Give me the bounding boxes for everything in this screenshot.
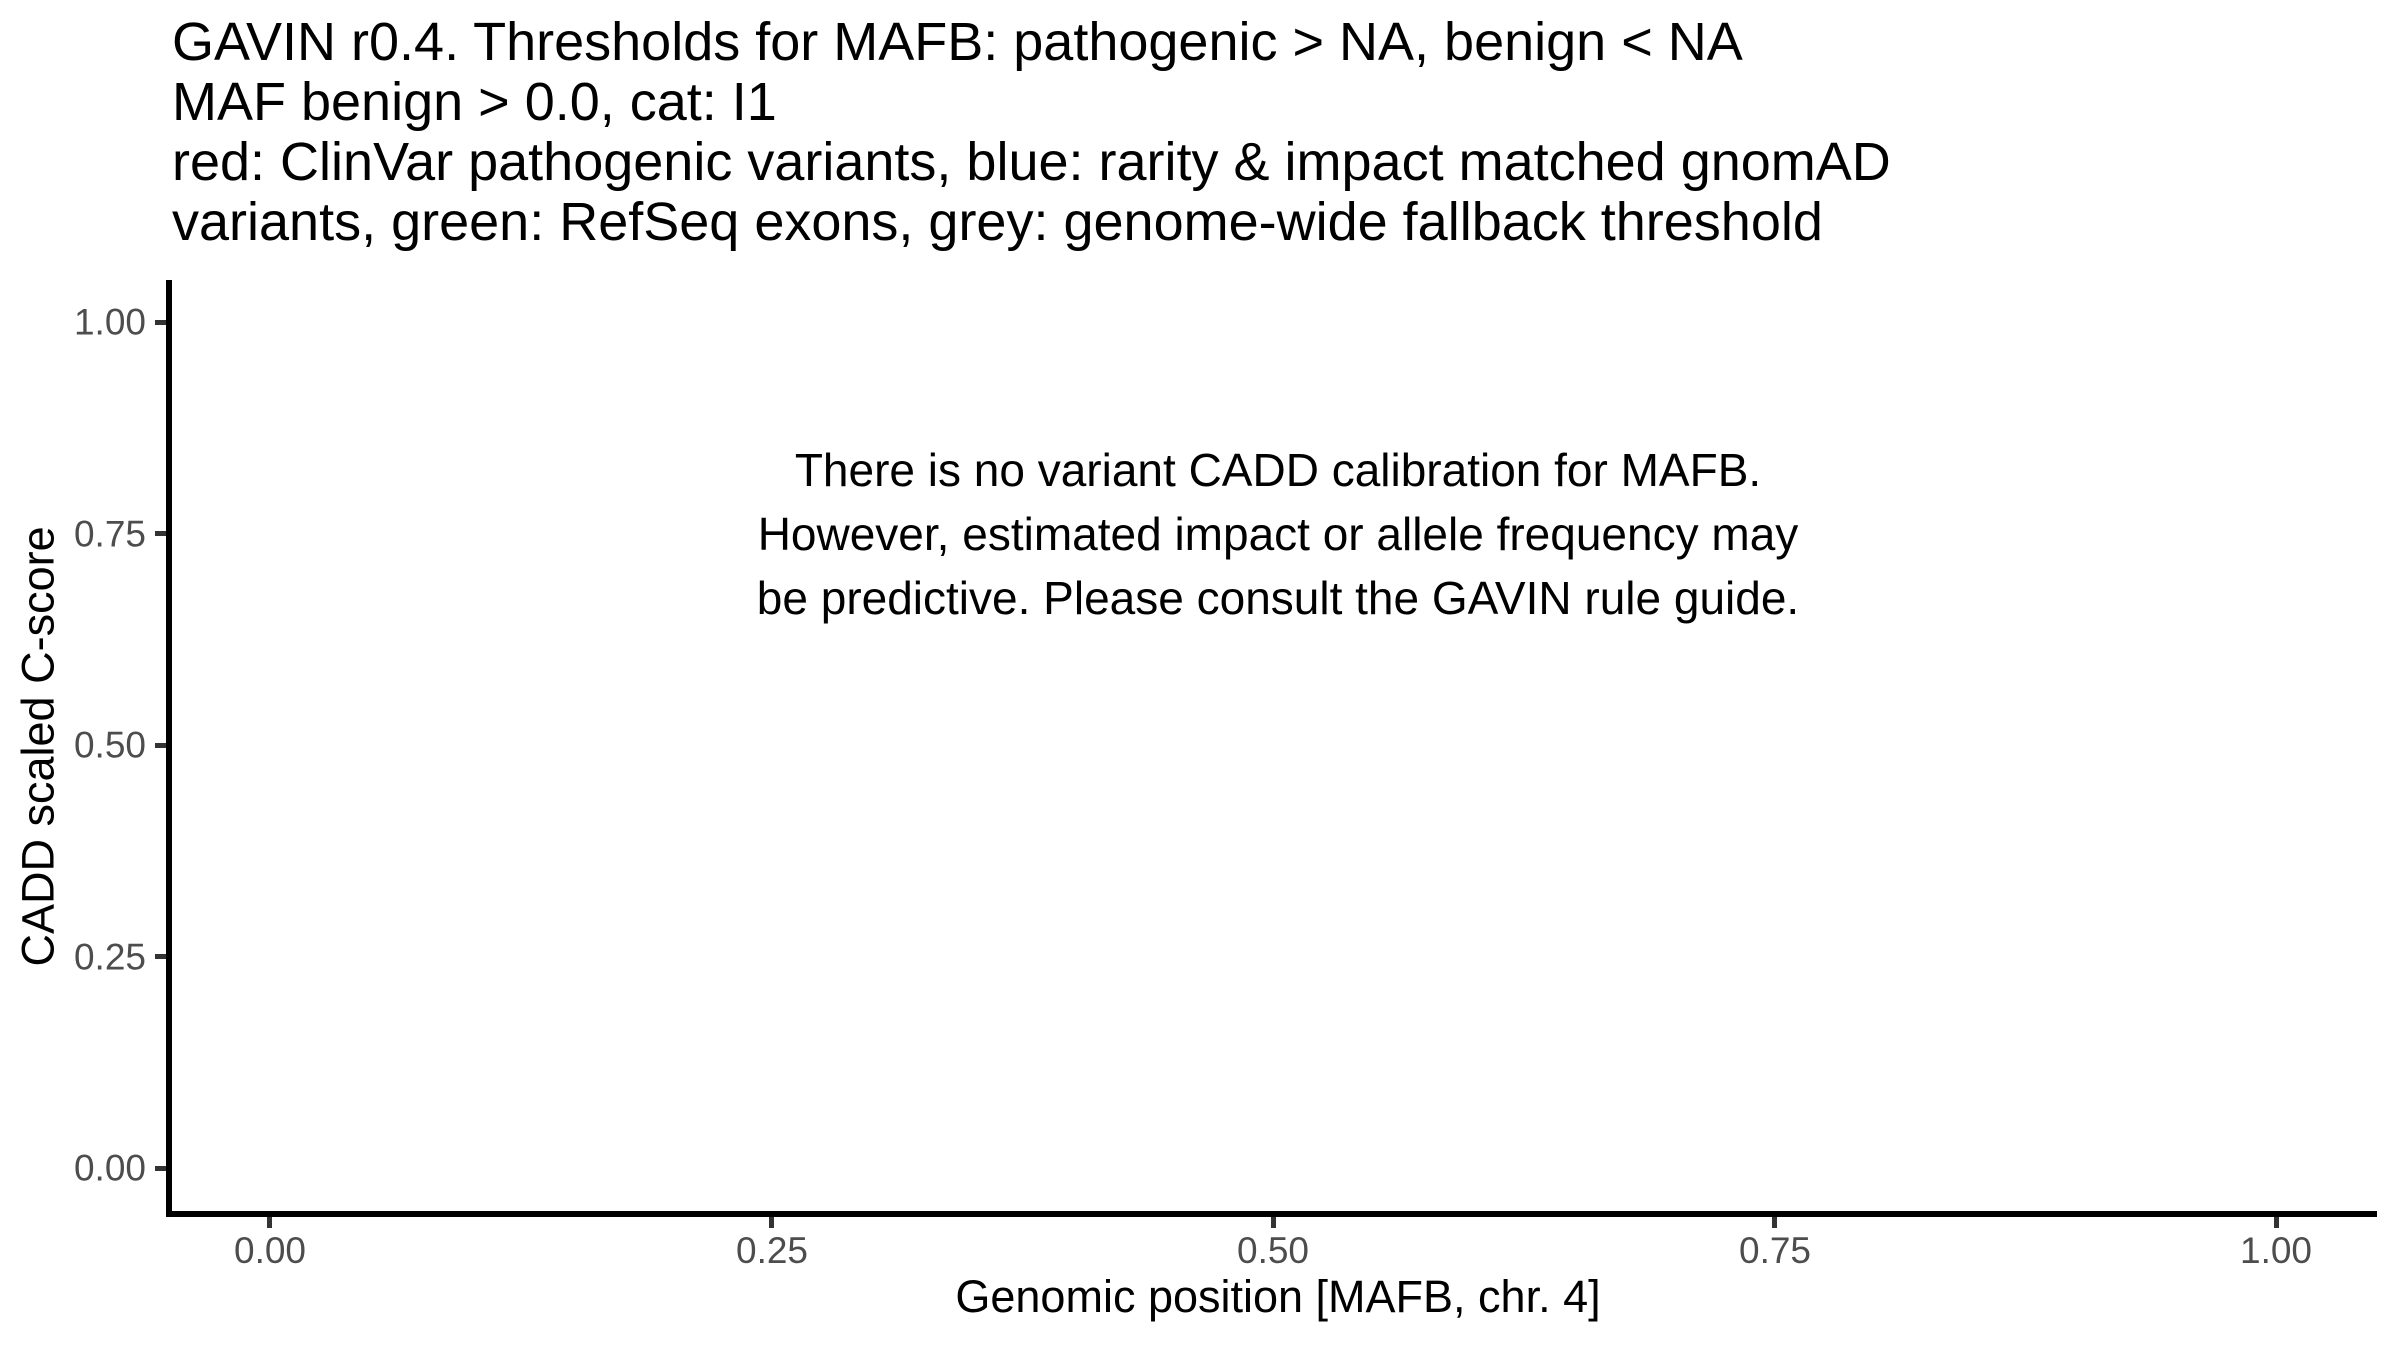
- annotation-line-3: be predictive. Please consult the GAVIN rule guide.: [756, 572, 1800, 624]
- x-tick-label-1.00: 1.00: [2239, 1230, 2313, 1271]
- y-tick-mark-0.25: [155, 954, 166, 959]
- x-tick-mark-1.00: [2274, 1217, 2279, 1228]
- y-tick-label-0.50: 0.50: [73, 724, 146, 766]
- y-tick-label-0.00: 0.00: [73, 1147, 146, 1189]
- x-tick-label-0.00: 0.00: [233, 1230, 307, 1271]
- y-tick-mark-1.00: [155, 320, 166, 325]
- plot-title-line-2: MAF benign > 0.0, cat: I1: [172, 72, 777, 132]
- plot-title-line-1: GAVIN r0.4. Thresholds for MAFB: pathogenic > NA, benign < NA: [172, 12, 1743, 72]
- x-tick-mark-0.00: [267, 1217, 272, 1228]
- x-tick-mark-0.25: [769, 1217, 774, 1228]
- plot-title-line-4: variants, green: RefSeq exons, grey: genome-wide fallback threshold: [172, 192, 1823, 252]
- y-tick-mark-0.00: [155, 1166, 166, 1171]
- annotation-line-1: There is no variant CADD calibration for MAFB.: [794, 444, 1762, 496]
- x-tick-label-0.50: 0.50: [1236, 1230, 1310, 1271]
- x-tick-label-0.25: 0.25: [735, 1230, 809, 1271]
- y-axis-title: CADD scaled C-score: [12, 526, 64, 967]
- annotation-line-2: However, estimated impact or allele frequency may: [757, 508, 1799, 560]
- y-tick-label-0.25: 0.25: [73, 936, 146, 978]
- plot-title: [172, 12, 1891, 252]
- y-axis-line: [166, 280, 172, 1217]
- x-tick-mark-0.50: [1271, 1217, 1276, 1228]
- x-tick-mark-0.75: [1772, 1217, 1777, 1228]
- x-tick-label-0.75: 0.75: [1738, 1230, 1812, 1271]
- y-tick-mark-0.75: [155, 531, 166, 536]
- y-tick-label-0.75: 0.75: [73, 513, 146, 555]
- panel-annotation: [173, 438, 2383, 630]
- x-axis-title: Genomic position [MAFB, chr. 4]: [955, 1271, 1601, 1322]
- y-tick-label-1.00: 1.00: [73, 301, 146, 343]
- plot-title-line-3: red: ClinVar pathogenic variants, blue: rarity & impact matched gnomAD: [172, 132, 1891, 192]
- y-tick-mark-0.50: [155, 743, 166, 748]
